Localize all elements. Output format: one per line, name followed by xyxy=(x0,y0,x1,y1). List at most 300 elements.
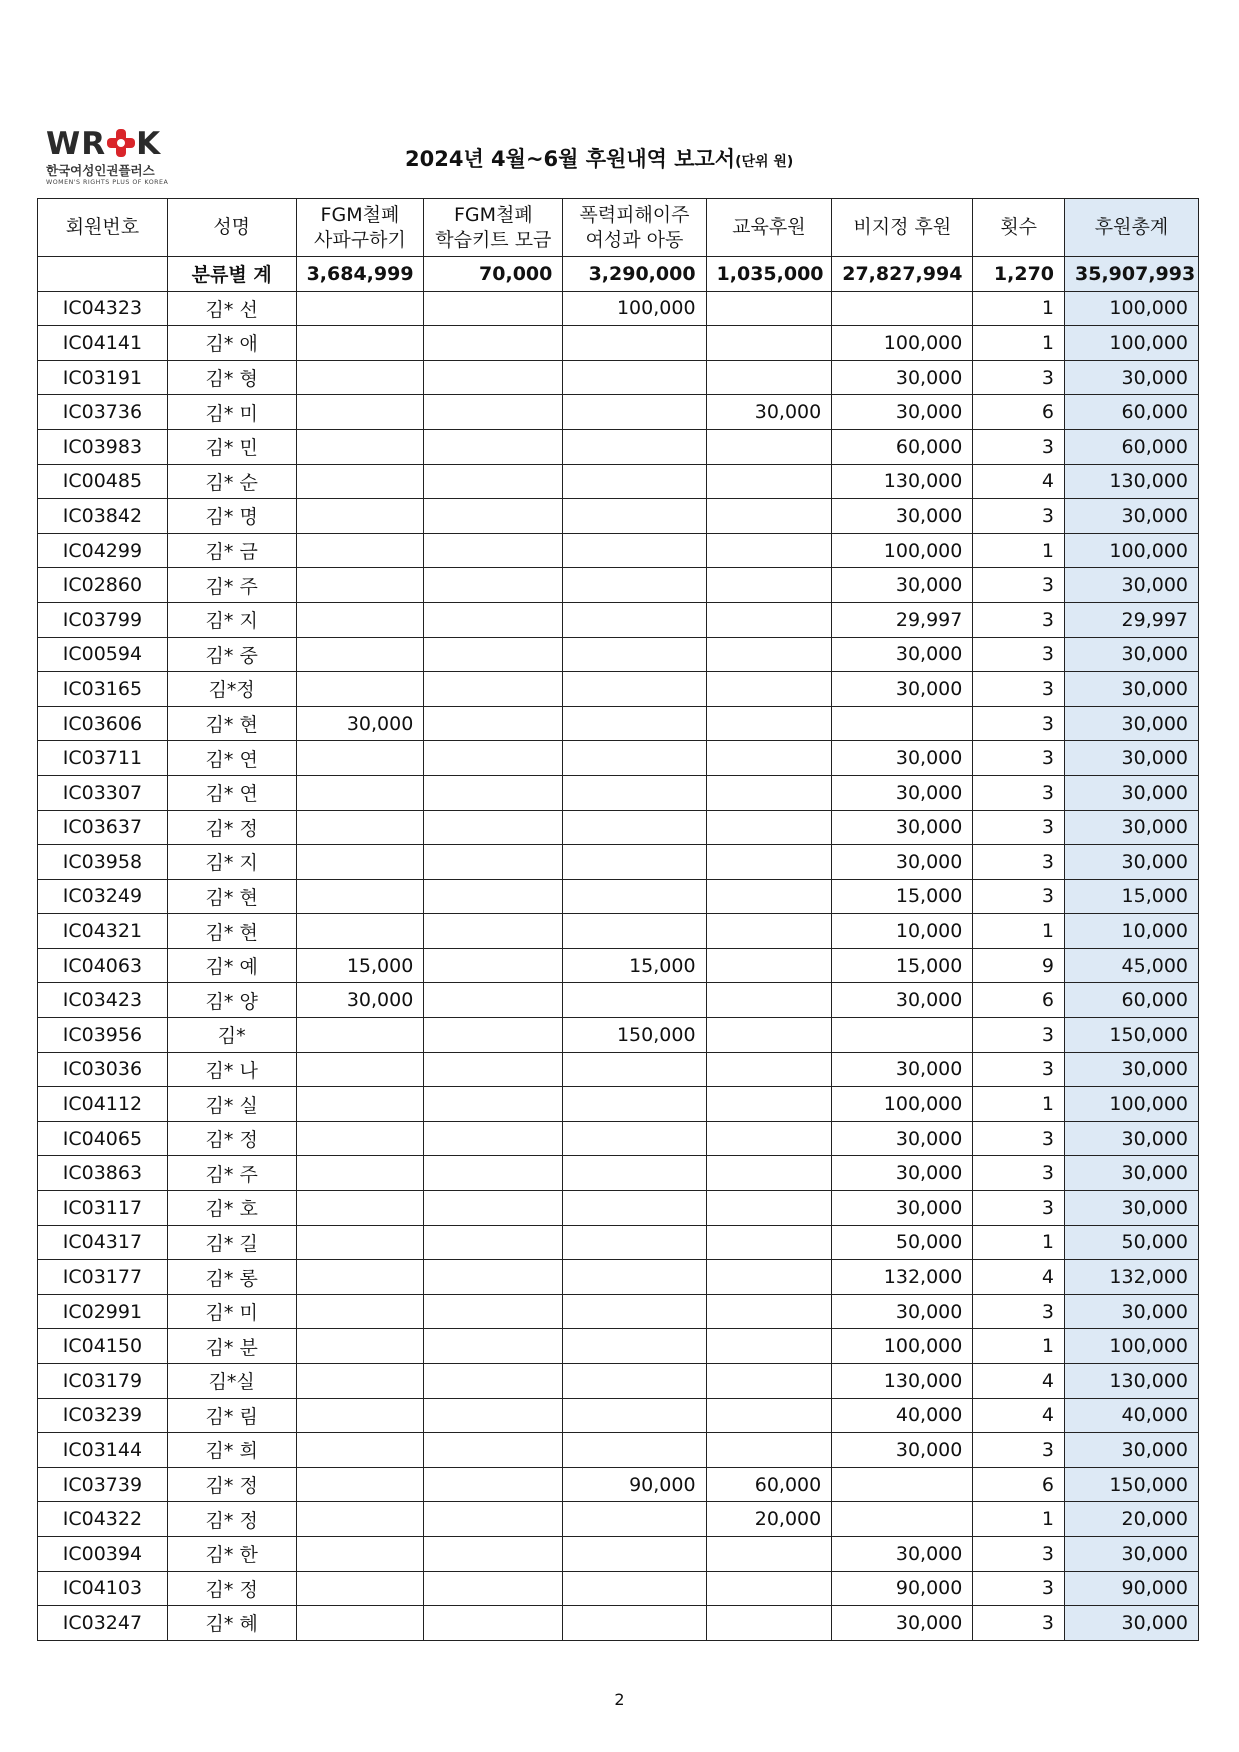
cell-undesignated: 100,000 xyxy=(832,533,973,568)
cell-count: 3 xyxy=(973,602,1065,637)
cell-undesignated: 30,000 xyxy=(832,1121,973,1156)
table-row xyxy=(38,1502,1199,1537)
cell-name: 김* 현 xyxy=(167,914,296,949)
table-row xyxy=(38,429,1199,464)
cell-total: 20,000 xyxy=(1065,1502,1199,1537)
table-row xyxy=(38,602,1199,637)
table-row xyxy=(38,1121,1199,1156)
cell-education xyxy=(706,1329,832,1364)
summary-row xyxy=(38,257,1199,292)
table-row xyxy=(38,1606,1199,1641)
cell-name: 김* 선 xyxy=(167,291,296,326)
red-cross-icon xyxy=(107,129,135,157)
cell-education xyxy=(706,1191,832,1226)
cell-education xyxy=(706,1018,832,1053)
cell-member-id: IC00485 xyxy=(38,464,168,499)
cell-name: 김* 림 xyxy=(167,1398,296,1433)
cell-member-id: IC04112 xyxy=(38,1087,168,1122)
cell-name: 김* 분 xyxy=(167,1329,296,1364)
header-fgm-sapa: FGM철폐 사파구하기 xyxy=(296,199,424,257)
cell-name: 김* 연 xyxy=(167,741,296,776)
cell-migrant-women-children xyxy=(563,429,706,464)
cell-fgm-sapa xyxy=(296,291,424,326)
cell-fgm-sapa xyxy=(296,914,424,949)
cell-count: 3 xyxy=(973,499,1065,534)
cell-total: 30,000 xyxy=(1065,1052,1199,1087)
header-migrant-women-children: 폭력피해이주 여성과 아동 xyxy=(563,199,706,257)
cell-count: 6 xyxy=(973,395,1065,430)
cell-member-id: IC03799 xyxy=(38,602,168,637)
cell-name: 김* 주 xyxy=(167,568,296,603)
cell-total: 30,000 xyxy=(1065,637,1199,672)
cell-migrant-women-children xyxy=(563,1606,706,1641)
report-title-main: 2024년 4월~6월 후원내역 보고서 xyxy=(405,147,736,171)
cell-total: 100,000 xyxy=(1065,291,1199,326)
cell-total: 30,000 xyxy=(1065,1606,1199,1641)
logo-english-name: WOMEN'S RIGHTS PLUS OF KOREA xyxy=(46,179,169,186)
cell-total: 50,000 xyxy=(1065,1225,1199,1260)
report-title-unit: (단위 원) xyxy=(735,154,794,170)
cell-migrant-women-children: 100,000 xyxy=(563,291,706,326)
cell-member-id: IC04065 xyxy=(38,1121,168,1156)
cell-fgm-learning-kit xyxy=(424,1467,563,1502)
report-title xyxy=(405,143,793,173)
cell-fgm-learning-kit xyxy=(424,775,563,810)
summary-member-id xyxy=(38,257,168,292)
cell-fgm-learning-kit xyxy=(424,1502,563,1537)
cell-count: 3 xyxy=(973,1052,1065,1087)
cell-education xyxy=(706,775,832,810)
cell-total: 15,000 xyxy=(1065,879,1199,914)
cell-total: 30,000 xyxy=(1065,499,1199,534)
cell-name: 김* 실 xyxy=(167,1087,296,1122)
cell-undesignated: 30,000 xyxy=(832,810,973,845)
cell-member-id: IC04299 xyxy=(38,533,168,568)
cell-fgm-sapa xyxy=(296,1364,424,1399)
cell-fgm-learning-kit xyxy=(424,1536,563,1571)
cell-education xyxy=(706,810,832,845)
table-row xyxy=(38,291,1199,326)
cell-count: 3 xyxy=(973,775,1065,810)
cell-fgm-sapa xyxy=(296,1087,424,1122)
cell-education xyxy=(706,672,832,707)
cell-total: 30,000 xyxy=(1065,1536,1199,1571)
cell-member-id: IC03842 xyxy=(38,499,168,534)
cell-total: 150,000 xyxy=(1065,1018,1199,1053)
cell-undesignated: 30,000 xyxy=(832,568,973,603)
cell-fgm-sapa xyxy=(296,499,424,534)
cell-fgm-learning-kit xyxy=(424,1329,563,1364)
cell-fgm-sapa: 30,000 xyxy=(296,983,424,1018)
cell-member-id: IC03956 xyxy=(38,1018,168,1053)
cell-total: 60,000 xyxy=(1065,395,1199,430)
cell-total: 90,000 xyxy=(1065,1571,1199,1606)
cell-total: 29,997 xyxy=(1065,602,1199,637)
cell-name: 김* 희 xyxy=(167,1433,296,1468)
table-row xyxy=(38,741,1199,776)
cell-undesignated xyxy=(832,291,973,326)
cell-undesignated: 130,000 xyxy=(832,464,973,499)
cell-fgm-sapa xyxy=(296,395,424,430)
table-row xyxy=(38,775,1199,810)
cell-education xyxy=(706,914,832,949)
cell-undesignated: 130,000 xyxy=(832,1364,973,1399)
cell-fgm-sapa xyxy=(296,1398,424,1433)
cell-education xyxy=(706,948,832,983)
cell-name: 김* 길 xyxy=(167,1225,296,1260)
cell-member-id: IC03637 xyxy=(38,810,168,845)
cell-fgm-learning-kit xyxy=(424,983,563,1018)
cell-fgm-sapa xyxy=(296,637,424,672)
cell-total: 30,000 xyxy=(1065,775,1199,810)
cell-total: 30,000 xyxy=(1065,1121,1199,1156)
cell-migrant-women-children xyxy=(563,499,706,534)
cell-member-id: IC03191 xyxy=(38,360,168,395)
cell-fgm-sapa xyxy=(296,775,424,810)
table-row xyxy=(38,1398,1199,1433)
cell-total: 132,000 xyxy=(1065,1260,1199,1295)
cell-count: 3 xyxy=(973,879,1065,914)
org-logo xyxy=(46,128,186,184)
cell-total: 30,000 xyxy=(1065,810,1199,845)
table-row xyxy=(38,1329,1199,1364)
cell-undesignated: 30,000 xyxy=(832,1294,973,1329)
table-row xyxy=(38,914,1199,949)
cell-count: 3 xyxy=(973,845,1065,880)
cell-total: 100,000 xyxy=(1065,533,1199,568)
cell-member-id: IC03117 xyxy=(38,1191,168,1226)
cell-fgm-sapa xyxy=(296,1156,424,1191)
cell-total: 30,000 xyxy=(1065,672,1199,707)
table-row xyxy=(38,1536,1199,1571)
cell-migrant-women-children xyxy=(563,568,706,603)
summary-fgm-learning-kit: 70,000 xyxy=(424,257,563,292)
table-row xyxy=(38,1260,1199,1295)
cell-undesignated xyxy=(832,1467,973,1502)
cell-total: 130,000 xyxy=(1065,1364,1199,1399)
cell-count: 1 xyxy=(973,1087,1065,1122)
cell-undesignated: 30,000 xyxy=(832,775,973,810)
cell-member-id: IC03249 xyxy=(38,879,168,914)
cell-undesignated: 90,000 xyxy=(832,1571,973,1606)
cell-migrant-women-children xyxy=(563,879,706,914)
cell-member-id: IC03165 xyxy=(38,672,168,707)
cell-name: 김* xyxy=(167,1018,296,1053)
table-row xyxy=(38,1191,1199,1226)
cell-fgm-sapa xyxy=(296,1018,424,1053)
page-number: 2 xyxy=(614,1690,625,1709)
cell-name: 김* 형 xyxy=(167,360,296,395)
summary-migrant-women-children: 3,290,000 xyxy=(563,257,706,292)
cell-fgm-learning-kit xyxy=(424,1606,563,1641)
cell-name: 김* 양 xyxy=(167,983,296,1018)
cell-fgm-learning-kit xyxy=(424,672,563,707)
cell-fgm-sapa xyxy=(296,429,424,464)
cell-member-id: IC04063 xyxy=(38,948,168,983)
cell-migrant-women-children xyxy=(563,1329,706,1364)
cell-fgm-sapa xyxy=(296,602,424,637)
cell-count: 1 xyxy=(973,914,1065,949)
cell-fgm-learning-kit xyxy=(424,291,563,326)
table-row xyxy=(38,1225,1199,1260)
cell-name: 김* 미 xyxy=(167,1294,296,1329)
cell-fgm-learning-kit xyxy=(424,533,563,568)
cell-member-id: IC04317 xyxy=(38,1225,168,1260)
cell-migrant-women-children: 150,000 xyxy=(563,1018,706,1053)
cell-count: 6 xyxy=(973,1467,1065,1502)
cell-count: 1 xyxy=(973,326,1065,361)
cell-undesignated xyxy=(832,1018,973,1053)
cell-education xyxy=(706,464,832,499)
cell-name: 김* 중 xyxy=(167,637,296,672)
cell-fgm-learning-kit xyxy=(424,741,563,776)
cell-name: 김* 주 xyxy=(167,1156,296,1191)
cell-fgm-sapa xyxy=(296,1606,424,1641)
logo-mark: WR K xyxy=(46,126,162,162)
cell-migrant-women-children xyxy=(563,914,706,949)
header-total: 후원총계 xyxy=(1065,199,1199,257)
cell-name: 김* 순 xyxy=(167,464,296,499)
cell-fgm-learning-kit xyxy=(424,499,563,534)
cell-migrant-women-children xyxy=(563,1225,706,1260)
cell-count: 3 xyxy=(973,1294,1065,1329)
cell-education xyxy=(706,568,832,603)
cell-fgm-learning-kit xyxy=(424,1156,563,1191)
cell-total: 60,000 xyxy=(1065,429,1199,464)
cell-member-id: IC03144 xyxy=(38,1433,168,1468)
cell-undesignated: 29,997 xyxy=(832,602,973,637)
table-row xyxy=(38,879,1199,914)
cell-total: 30,000 xyxy=(1065,1191,1199,1226)
cell-fgm-learning-kit xyxy=(424,845,563,880)
cell-fgm-sapa xyxy=(296,568,424,603)
cell-fgm-learning-kit xyxy=(424,810,563,845)
cell-count: 3 xyxy=(973,1536,1065,1571)
table-row xyxy=(38,1156,1199,1191)
cell-member-id: IC03736 xyxy=(38,395,168,430)
cell-fgm-learning-kit xyxy=(424,1364,563,1399)
cell-name: 김* 나 xyxy=(167,1052,296,1087)
cell-count: 3 xyxy=(973,1018,1065,1053)
cell-fgm-sapa xyxy=(296,879,424,914)
cell-count: 4 xyxy=(973,1398,1065,1433)
cell-fgm-sapa xyxy=(296,672,424,707)
cell-fgm-sapa xyxy=(296,1467,424,1502)
cell-count: 3 xyxy=(973,1156,1065,1191)
table-row xyxy=(38,1467,1199,1502)
cell-total: 100,000 xyxy=(1065,1329,1199,1364)
cell-undesignated: 30,000 xyxy=(832,1052,973,1087)
cell-migrant-women-children xyxy=(563,775,706,810)
cell-undesignated: 30,000 xyxy=(832,1606,973,1641)
cell-member-id: IC04323 xyxy=(38,291,168,326)
cell-member-id: IC03036 xyxy=(38,1052,168,1087)
cell-migrant-women-children xyxy=(563,1536,706,1571)
cell-fgm-learning-kit xyxy=(424,879,563,914)
cell-name: 김* 정 xyxy=(167,1121,296,1156)
cell-migrant-women-children xyxy=(563,1052,706,1087)
cell-name: 김* 지 xyxy=(167,845,296,880)
cell-name: 김* 애 xyxy=(167,326,296,361)
cell-total: 45,000 xyxy=(1065,948,1199,983)
header-count: 횟수 xyxy=(973,199,1065,257)
cell-education xyxy=(706,1294,832,1329)
cell-name: 김*실 xyxy=(167,1364,296,1399)
cell-member-id: IC03307 xyxy=(38,775,168,810)
cell-migrant-women-children xyxy=(563,741,706,776)
cell-member-id: IC03423 xyxy=(38,983,168,1018)
cell-count: 3 xyxy=(973,637,1065,672)
cell-member-id: IC03179 xyxy=(38,1364,168,1399)
cell-fgm-learning-kit xyxy=(424,1294,563,1329)
cell-migrant-women-children xyxy=(563,1433,706,1468)
cell-education xyxy=(706,1087,832,1122)
table-row xyxy=(38,1433,1199,1468)
cell-fgm-learning-kit xyxy=(424,948,563,983)
cell-count: 3 xyxy=(973,1121,1065,1156)
cell-undesignated: 100,000 xyxy=(832,1329,973,1364)
cell-count: 4 xyxy=(973,1364,1065,1399)
cell-education xyxy=(706,1433,832,1468)
table-row xyxy=(38,672,1199,707)
cell-fgm-sapa xyxy=(296,1329,424,1364)
cell-count: 3 xyxy=(973,1571,1065,1606)
table-row xyxy=(38,948,1199,983)
cell-total: 30,000 xyxy=(1065,845,1199,880)
table-row xyxy=(38,464,1199,499)
cell-education xyxy=(706,429,832,464)
cell-count: 3 xyxy=(973,741,1065,776)
header-education: 교육후원 xyxy=(706,199,832,257)
cell-name: 김* 민 xyxy=(167,429,296,464)
cell-total: 30,000 xyxy=(1065,1156,1199,1191)
cell-member-id: IC04150 xyxy=(38,1329,168,1364)
cell-member-id: IC04103 xyxy=(38,1571,168,1606)
cell-education xyxy=(706,1121,832,1156)
header-fgm-learning-kit: FGM철폐 학습키트 모금 xyxy=(424,199,563,257)
cell-migrant-women-children xyxy=(563,1087,706,1122)
cell-count: 3 xyxy=(973,429,1065,464)
cell-count: 3 xyxy=(973,1191,1065,1226)
cell-total: 40,000 xyxy=(1065,1398,1199,1433)
table-row xyxy=(38,845,1199,880)
summary-undesignated: 27,827,994 xyxy=(832,257,973,292)
table-row xyxy=(38,568,1199,603)
cell-member-id: IC03239 xyxy=(38,1398,168,1433)
cell-member-id: IC02860 xyxy=(38,568,168,603)
cell-education xyxy=(706,1398,832,1433)
cell-total: 30,000 xyxy=(1065,706,1199,741)
cell-fgm-sapa xyxy=(296,1052,424,1087)
cell-undesignated: 30,000 xyxy=(832,637,973,672)
cell-fgm-learning-kit xyxy=(424,637,563,672)
table-row xyxy=(38,810,1199,845)
cell-education xyxy=(706,1156,832,1191)
summary-fgm-sapa: 3,684,999 xyxy=(296,257,424,292)
cell-fgm-sapa xyxy=(296,1571,424,1606)
cell-education xyxy=(706,1606,832,1641)
cell-name: 김* 롱 xyxy=(167,1260,296,1295)
cell-migrant-women-children xyxy=(563,1398,706,1433)
cell-education xyxy=(706,706,832,741)
cell-fgm-learning-kit xyxy=(424,464,563,499)
cell-undesignated: 30,000 xyxy=(832,983,973,1018)
cell-fgm-sapa xyxy=(296,1121,424,1156)
table-row xyxy=(38,637,1199,672)
cell-count: 6 xyxy=(973,983,1065,1018)
cell-undesignated: 30,000 xyxy=(832,672,973,707)
cell-migrant-women-children xyxy=(563,1191,706,1226)
cell-name: 김* 호 xyxy=(167,1191,296,1226)
cell-total: 100,000 xyxy=(1065,1087,1199,1122)
cell-count: 3 xyxy=(973,1433,1065,1468)
cell-total: 100,000 xyxy=(1065,326,1199,361)
cell-fgm-learning-kit xyxy=(424,1018,563,1053)
summary-count: 1,270 xyxy=(973,257,1065,292)
cell-fgm-sapa xyxy=(296,326,424,361)
cell-fgm-sapa xyxy=(296,464,424,499)
cell-count: 4 xyxy=(973,464,1065,499)
cell-migrant-women-children xyxy=(563,810,706,845)
cell-name: 김* 한 xyxy=(167,1536,296,1571)
cell-name: 김* 혜 xyxy=(167,1606,296,1641)
cell-migrant-women-children xyxy=(563,326,706,361)
cell-member-id: IC03983 xyxy=(38,429,168,464)
cell-education: 30,000 xyxy=(706,395,832,430)
cell-education xyxy=(706,602,832,637)
cell-undesignated xyxy=(832,1502,973,1537)
cell-name: 김*정 xyxy=(167,672,296,707)
table-row xyxy=(38,1364,1199,1399)
cell-count: 1 xyxy=(973,291,1065,326)
cell-education xyxy=(706,1225,832,1260)
cell-member-id: IC03863 xyxy=(38,1156,168,1191)
cell-migrant-women-children xyxy=(563,1121,706,1156)
cell-migrant-women-children xyxy=(563,1260,706,1295)
cell-count: 3 xyxy=(973,706,1065,741)
cell-member-id: IC00594 xyxy=(38,637,168,672)
cell-name: 김* 지 xyxy=(167,602,296,637)
cell-undesignated: 100,000 xyxy=(832,1087,973,1122)
cell-education xyxy=(706,1052,832,1087)
cell-undesignated: 10,000 xyxy=(832,914,973,949)
cell-count: 3 xyxy=(973,672,1065,707)
cell-migrant-women-children xyxy=(563,637,706,672)
cell-total: 30,000 xyxy=(1065,360,1199,395)
cell-name: 김* 금 xyxy=(167,533,296,568)
cell-name: 김* 연 xyxy=(167,775,296,810)
cell-fgm-sapa xyxy=(296,845,424,880)
cell-total: 60,000 xyxy=(1065,983,1199,1018)
cell-fgm-learning-kit xyxy=(424,1052,563,1087)
cell-member-id: IC03247 xyxy=(38,1606,168,1641)
cell-fgm-learning-kit xyxy=(424,395,563,430)
cell-education xyxy=(706,360,832,395)
cell-undesignated: 30,000 xyxy=(832,395,973,430)
cell-migrant-women-children xyxy=(563,1571,706,1606)
cell-undesignated: 30,000 xyxy=(832,360,973,395)
cell-total: 130,000 xyxy=(1065,464,1199,499)
cell-fgm-sapa xyxy=(296,741,424,776)
cell-migrant-women-children xyxy=(563,360,706,395)
cell-name: 김* 예 xyxy=(167,948,296,983)
cell-education xyxy=(706,533,832,568)
cell-fgm-sapa xyxy=(296,1191,424,1226)
cell-member-id: IC04141 xyxy=(38,326,168,361)
cell-fgm-learning-kit xyxy=(424,1398,563,1433)
cell-fgm-learning-kit xyxy=(424,602,563,637)
table-row xyxy=(38,983,1199,1018)
